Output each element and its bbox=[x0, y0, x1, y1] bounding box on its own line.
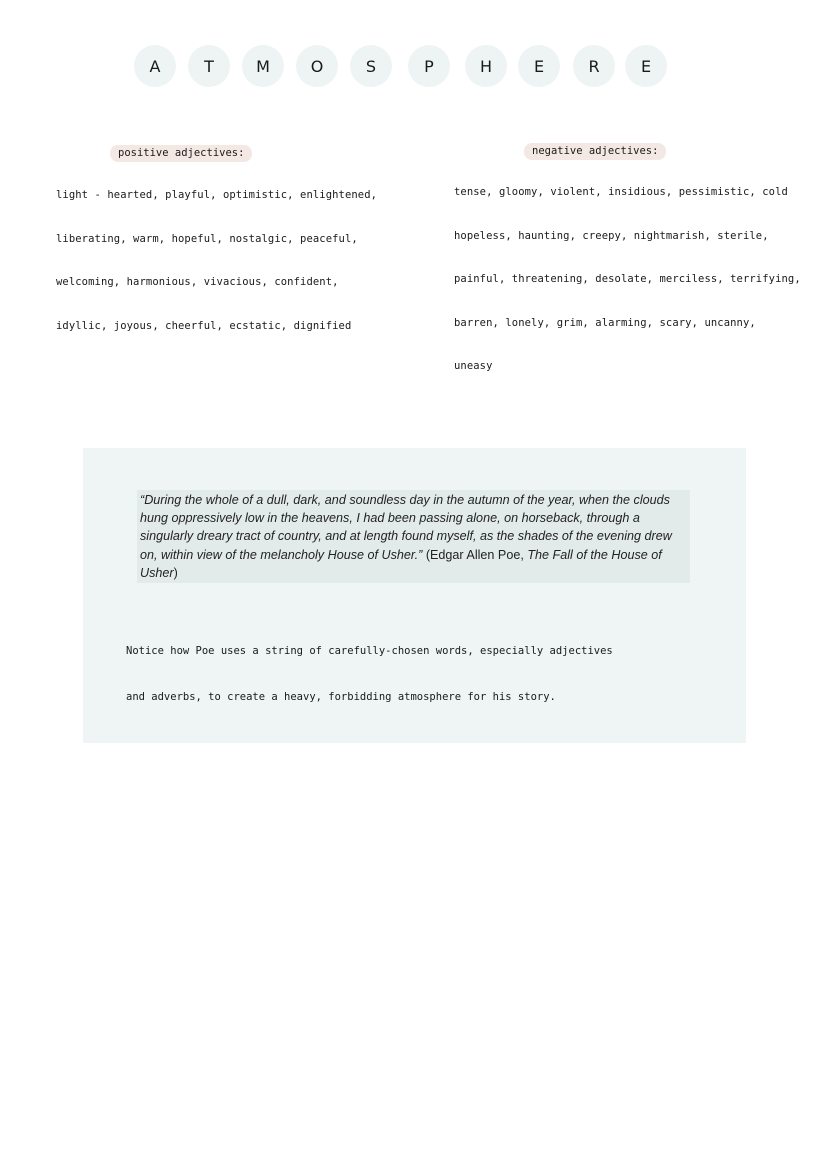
negative-adjectives-line: painful, threatening, desolate, merciless, terrifying, bbox=[454, 273, 801, 285]
title-letter-8: E bbox=[518, 45, 560, 87]
positive-adjectives-line: idyllic, joyous, cheerful, ecstatic, dignified bbox=[56, 319, 352, 332]
poe-quote bbox=[137, 490, 690, 583]
title-letter-6: P bbox=[408, 45, 450, 87]
quote-panel bbox=[83, 448, 746, 743]
positive-adjectives-label: positive adjectives: bbox=[110, 145, 252, 162]
quote-text: “During the whole of a dull, dark, and soundless day in the autumn of the year, when the clouds hung oppressively low in the heavens, I had been passing alone, on horseback, through a singularly dreary tract of country, and at length found myself, as the shades of the evening drew on, within view of the melancholy House of Usher.” bbox=[140, 493, 672, 562]
positive-adjectives-list bbox=[56, 189, 377, 363]
negative-adjectives-line: hopeless, haunting, creepy, nightmarish, sterile, bbox=[454, 229, 769, 242]
title-letter-9: R bbox=[573, 45, 615, 87]
positive-adjectives-line: welcoming, harmonious, vivacious, confident, bbox=[56, 276, 339, 288]
negative-adjectives-line: barren, lonely, grim, alarming, scary, uncanny, bbox=[454, 316, 756, 329]
title-letter-3: M bbox=[242, 45, 284, 87]
quote-citation-prefix: (Edgar Allen Poe, bbox=[422, 547, 528, 562]
title-letter-1: A bbox=[134, 45, 176, 87]
positive-adjectives-line: light - hearted, playful, optimistic, enlightened, bbox=[56, 189, 378, 201]
title-letter-7: H bbox=[465, 45, 507, 87]
title-letter-4: O bbox=[296, 45, 338, 87]
negative-adjectives-label: negative adjectives: bbox=[524, 143, 666, 160]
title-letters bbox=[134, 45, 674, 89]
negative-adjectives-list bbox=[454, 186, 801, 404]
title-letter-2: T bbox=[188, 45, 230, 87]
notice-line-1: Notice how Poe uses a string of carefully-chosen words, especially adjectives bbox=[126, 645, 613, 657]
title-letter-10: E bbox=[625, 45, 667, 87]
quote-citation-title: The Fall of the House of Usher bbox=[140, 547, 662, 580]
negative-adjectives-line: tense, gloomy, violent, insidious, pessimistic, cold bbox=[454, 186, 788, 198]
title-letter-5: S bbox=[350, 45, 392, 87]
notice-line-2: and adverbs, to create a heavy, forbidding atmosphere for his story. bbox=[126, 691, 556, 703]
quote-citation-suffix: ) bbox=[173, 565, 178, 580]
negative-adjectives-line: uneasy bbox=[454, 360, 493, 372]
positive-adjectives-line: liberating, warm, hopeful, nostalgic, peaceful, bbox=[56, 232, 358, 245]
